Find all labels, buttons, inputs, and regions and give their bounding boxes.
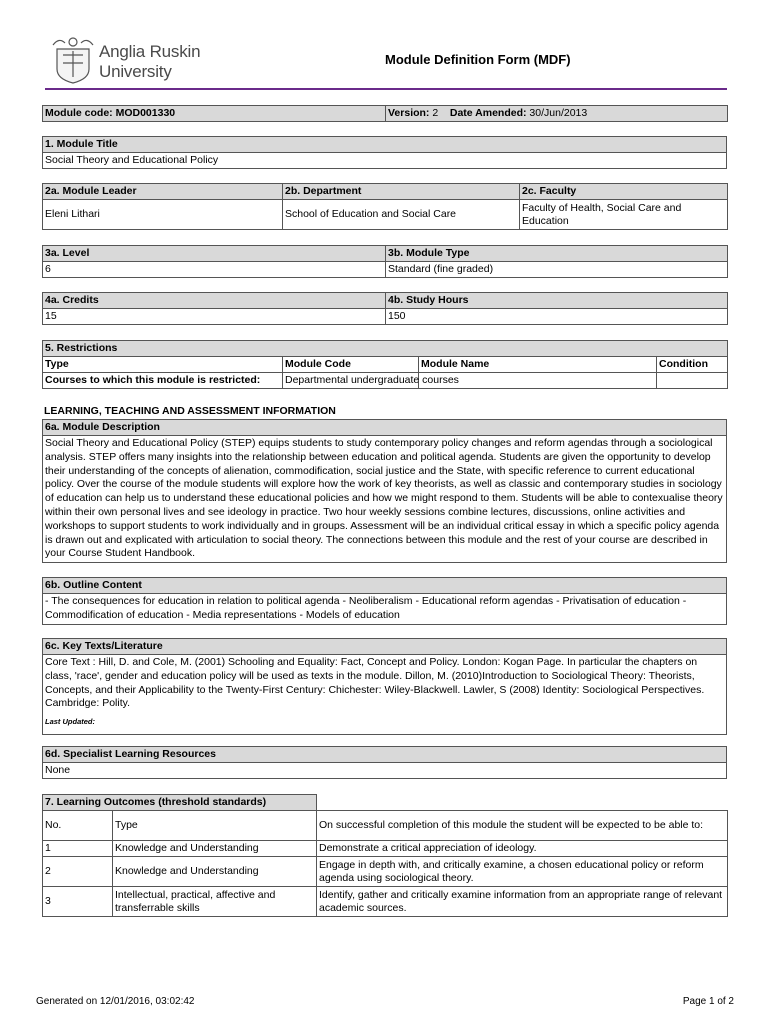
module-description-heading: 6a. Module Description (43, 420, 727, 436)
outcome-no: 1 (43, 841, 113, 857)
outline-content-table (42, 577, 727, 625)
credits-value: 15 (43, 309, 386, 325)
outcome-desc: Engage in depth with, and critically examine, a chosen educational policy or reform agenda using sociological theory. (317, 857, 728, 887)
module-title-heading: 1. Module Title (43, 137, 727, 153)
module-leader-heading: 2a. Module Leader (43, 184, 283, 200)
level-table (42, 245, 728, 278)
learning-outcomes-col-desc: On successful completion of this module the student will be expected to be able to: (317, 811, 728, 841)
restrictions-col-type: Type (43, 357, 283, 373)
date-amended-label: Date Amended: (449, 107, 527, 119)
outcome-type: Knowledge and Understanding (113, 841, 317, 857)
restrictions-row-code: Departmental undergraduate courses (283, 373, 419, 389)
date-amended-value: 30/Jun/2013 (529, 107, 588, 119)
level-heading: 3a. Level (43, 246, 386, 262)
logo-line-2: University (99, 62, 172, 81)
version-date-cell (386, 106, 728, 122)
restrictions-col-code: Module Code (283, 357, 419, 373)
faculty-value: Faculty of Health, Social Care and Education (520, 200, 728, 230)
version-label: Version: (388, 107, 430, 119)
study-hours-value: 150 (386, 309, 728, 325)
restrictions-table (42, 340, 728, 389)
leader-table (42, 183, 728, 230)
restrictions-col-condition: Condition (657, 357, 728, 373)
restrictions-col-name: Module Name (419, 357, 657, 373)
learning-outcomes-heading: 7. Learning Outcomes (threshold standards) (43, 795, 317, 811)
department-heading: 2b. Department (283, 184, 520, 200)
department-value: School of Education and Social Care (283, 200, 520, 230)
outcome-type: Knowledge and Understanding (113, 857, 317, 887)
outcome-desc: Demonstrate a critical appreciation of ideology. (317, 841, 728, 857)
outcome-no: 3 (43, 887, 113, 917)
learning-resources-value: None (43, 763, 727, 779)
outcome-no: 2 (43, 857, 113, 887)
module-description-table (42, 419, 727, 563)
study-hours-heading: 4b. Study Hours (386, 293, 728, 309)
outline-content-heading: 6b. Outline Content (43, 578, 727, 594)
learning-resources-table (42, 746, 727, 779)
key-texts-text: Core Text : Hill, D. and Cole, M. (2001) Schooling and Equality: Fact, Concept and Policy. London: Kogan Page. In particular the chapters on class, 'race', gender and education policy will be used as texts in the module. Dillon, M. (2010)Introduction to Sociological Theory: Theorists, Concepts, and their Applicability to the Twenty-First Century: Chichester: Wiley-Blackwell. Lawler, S (2008) Identity: Sociological Perspectives. Cambridge: Polity. (45, 656, 705, 710)
generated-timestamp: Generated on 12/01/2016, 03:02:42 (36, 996, 195, 1007)
learning-outcomes-col-type: Type (113, 811, 317, 841)
meta-table (42, 105, 728, 122)
module-title-value: Social Theory and Educational Policy (43, 153, 727, 169)
form-title: Module Definition Form (MDF) (385, 52, 571, 67)
logo-line-1: Anglia Ruskin (99, 42, 201, 61)
restrictions-heading: 5. Restrictions (43, 341, 728, 357)
key-texts-table (42, 638, 727, 735)
outcome-type: Intellectual, practical, affective and transferrable skills (113, 887, 317, 917)
credits-heading: 4a. Credits (43, 293, 386, 309)
lta-heading: LEARNING, TEACHING AND ASSESSMENT INFORMATION (44, 405, 336, 417)
module-code: Module code: MOD001330 (43, 106, 386, 122)
module-type-value: Standard (fine graded) (386, 262, 728, 278)
module-description-text: Social Theory and Educational Policy (STEP) equips students to study contemporary policy changes and reform agendas through a sociological analysis. STEP offers many insights into the relationship between education and political agenda. Students are given the opportunity to develop their understanding of the concepts of alienation, commodification, social justice and the State, with specific reference to current educational policy. Over the course of the module students will explore how the work of key theorists, as well as classic and contemporary studies in sociology of education can help us to understand these educational policies and how we might respond to them. Students will be able to contexualise theory within their own personal lives and see ideology in practice. Two hour weekly sessions combine lectures, discussions, online activities and workshops to support students to work individually and in groups. Assessment will be an individual critical essay in which a specific policy agenda is drawn out and explicated with articulation to social theory. The connections between this module and the rest of your course are described in your Course Student Handbook. (43, 436, 727, 563)
learning-resources-heading: 6d. Specialist Learning Resources (43, 747, 727, 763)
module-leader-value: Eleni Lithari (43, 200, 283, 230)
restrictions-row-condition (657, 373, 728, 389)
outline-content-text: - The consequences for education in relation to political agenda - Neoliberalism - Educational reform agendas - Privatisation of education - Commodification of education - Media representations - Models of education (43, 594, 727, 625)
learning-outcomes-table (42, 794, 728, 917)
key-texts-heading: 6c. Key Texts/Literature (43, 639, 727, 655)
learning-outcomes-col-no: No. (43, 811, 113, 841)
page-header (45, 32, 727, 90)
outcome-desc: Identify, gather and critically examine information from an appropriate range of relevant academic sources. (317, 887, 728, 917)
last-updated-label: Last Updated: (45, 717, 96, 727)
learning-outcomes-blank (317, 795, 728, 811)
module-title-table (42, 136, 727, 169)
level-value: 6 (43, 262, 386, 278)
version-value: 2 (432, 107, 439, 119)
page-number: Page 1 of 2 (682, 996, 734, 1007)
restrictions-row-type: Courses to which this module is restricted: (43, 373, 283, 389)
faculty-heading: 2c. Faculty (520, 184, 728, 200)
key-texts-cell (43, 655, 727, 735)
module-type-heading: 3b. Module Type (386, 246, 728, 262)
credits-table (42, 292, 728, 325)
